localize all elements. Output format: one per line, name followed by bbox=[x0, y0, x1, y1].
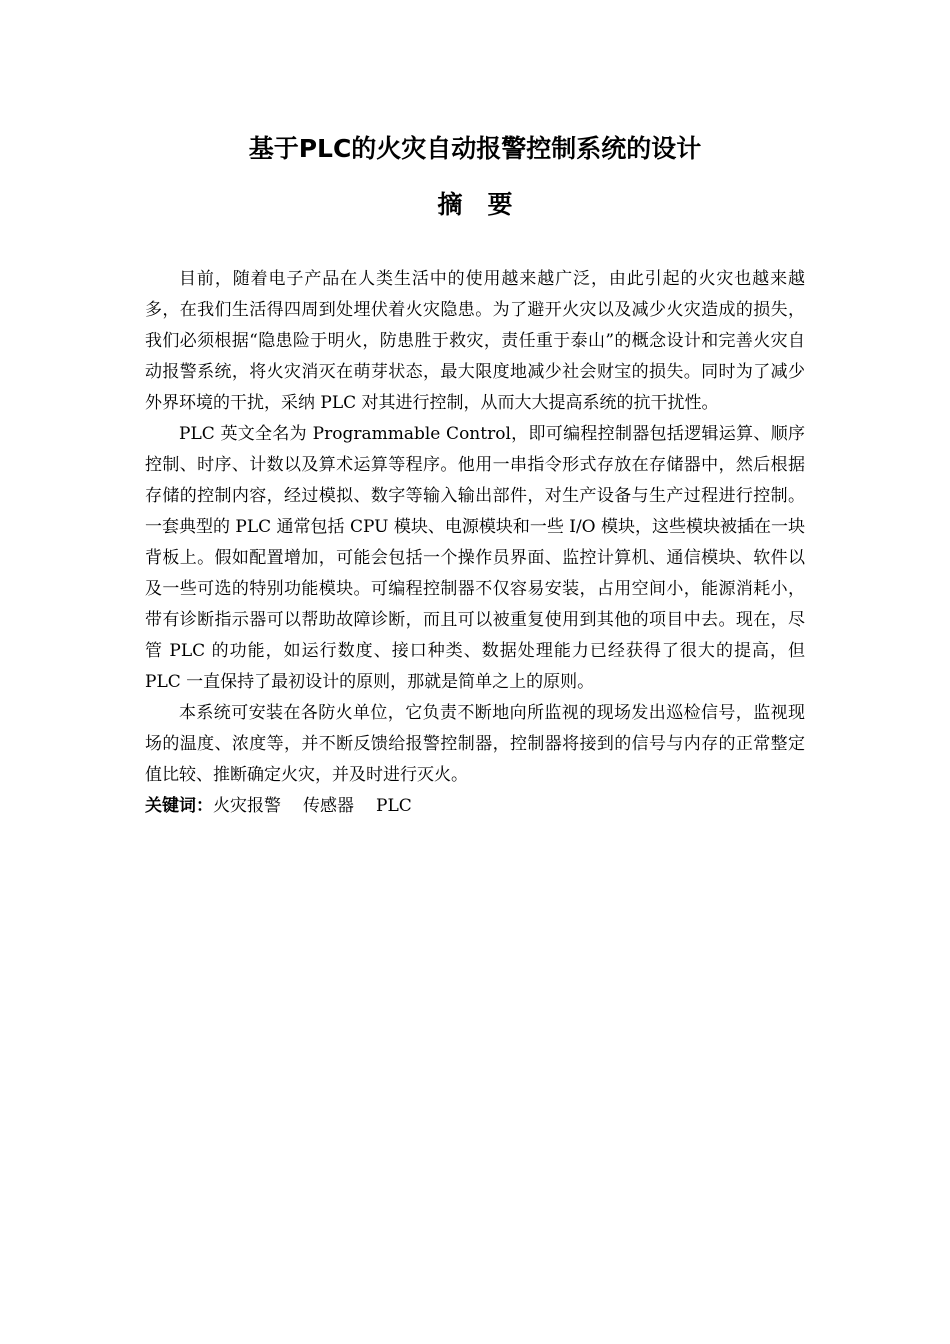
keyword: 火灾报警 bbox=[213, 796, 281, 816]
document-title: 基于PLC的火灾自动报警控制系统的设计 bbox=[248, 134, 702, 163]
abstract-paragraph: 目前，随着电子产品在人类生活中的使用越来越广泛，由此引起的火灾也越来越多，在我们生活得四周到处埋伏着火灾隐患。为了避开火灾以及减少火灾造成的损失，我们必须根据“隐患险于明火，防患胜于救灾，责任重于泰山”的概念设计和完善火灾自动报警系统，将火灾消灭在萌芽状态，最大限度地减少社会财宝的损失。同时为了减少外界环境的干扰，采纳 PLC 对其进行控制，从而大大提高系统的抗干扰性。 bbox=[145, 269, 805, 413]
abstract-heading: 摘要 bbox=[437, 190, 538, 219]
abstract-paragraph: PLC 英文全名为 Programmable Control，即可编程控制器包括逻辑运算、顺序控制、时序、计数以及算术运算等程序。他用一串指令形式存放在存储器中，然后根据存储的控制内容，经过模拟、数字等输入输出部件，对生产设备与生产过程进行控制。一套典型的 PLC 通常包括 CPU 模块、电源模块和一些 I/O 模块，这些模块被插在一块背板上。假如配置增加，可能会包括一个操作员界面、监控计算机、通信模块、软件以及一些可选的特别功能模块。可编程控制器不仅容易安装，占用空间小，能源消耗小，带有诊断指示器可以帮助故障诊断，而且可以被重复使用到其他的项目中去。现在，尽管 PLC 的功能，如运行数度、接口种类、数据处理能力已经获得了很大的提高，但 PLC 一直保持了最初设计的原则，那就是简单之上的原则。 bbox=[145, 424, 806, 692]
abstract-body bbox=[145, 264, 805, 822]
keywords-label: 关键词： bbox=[145, 796, 213, 816]
keyword: PLC bbox=[376, 796, 412, 816]
keywords-line bbox=[145, 791, 805, 822]
keyword: 传感器 bbox=[303, 796, 354, 816]
abstract-paragraph: 本系统可安装在各防火单位，它负责不断地向所监视的现场发出巡检信号，监视现场的温度、浓度等，并不断反馈给报警控制器，控制器将接到的信号与内存的正常整定值比较、推断确定火灾，并及时进行灭火。 bbox=[145, 703, 805, 785]
